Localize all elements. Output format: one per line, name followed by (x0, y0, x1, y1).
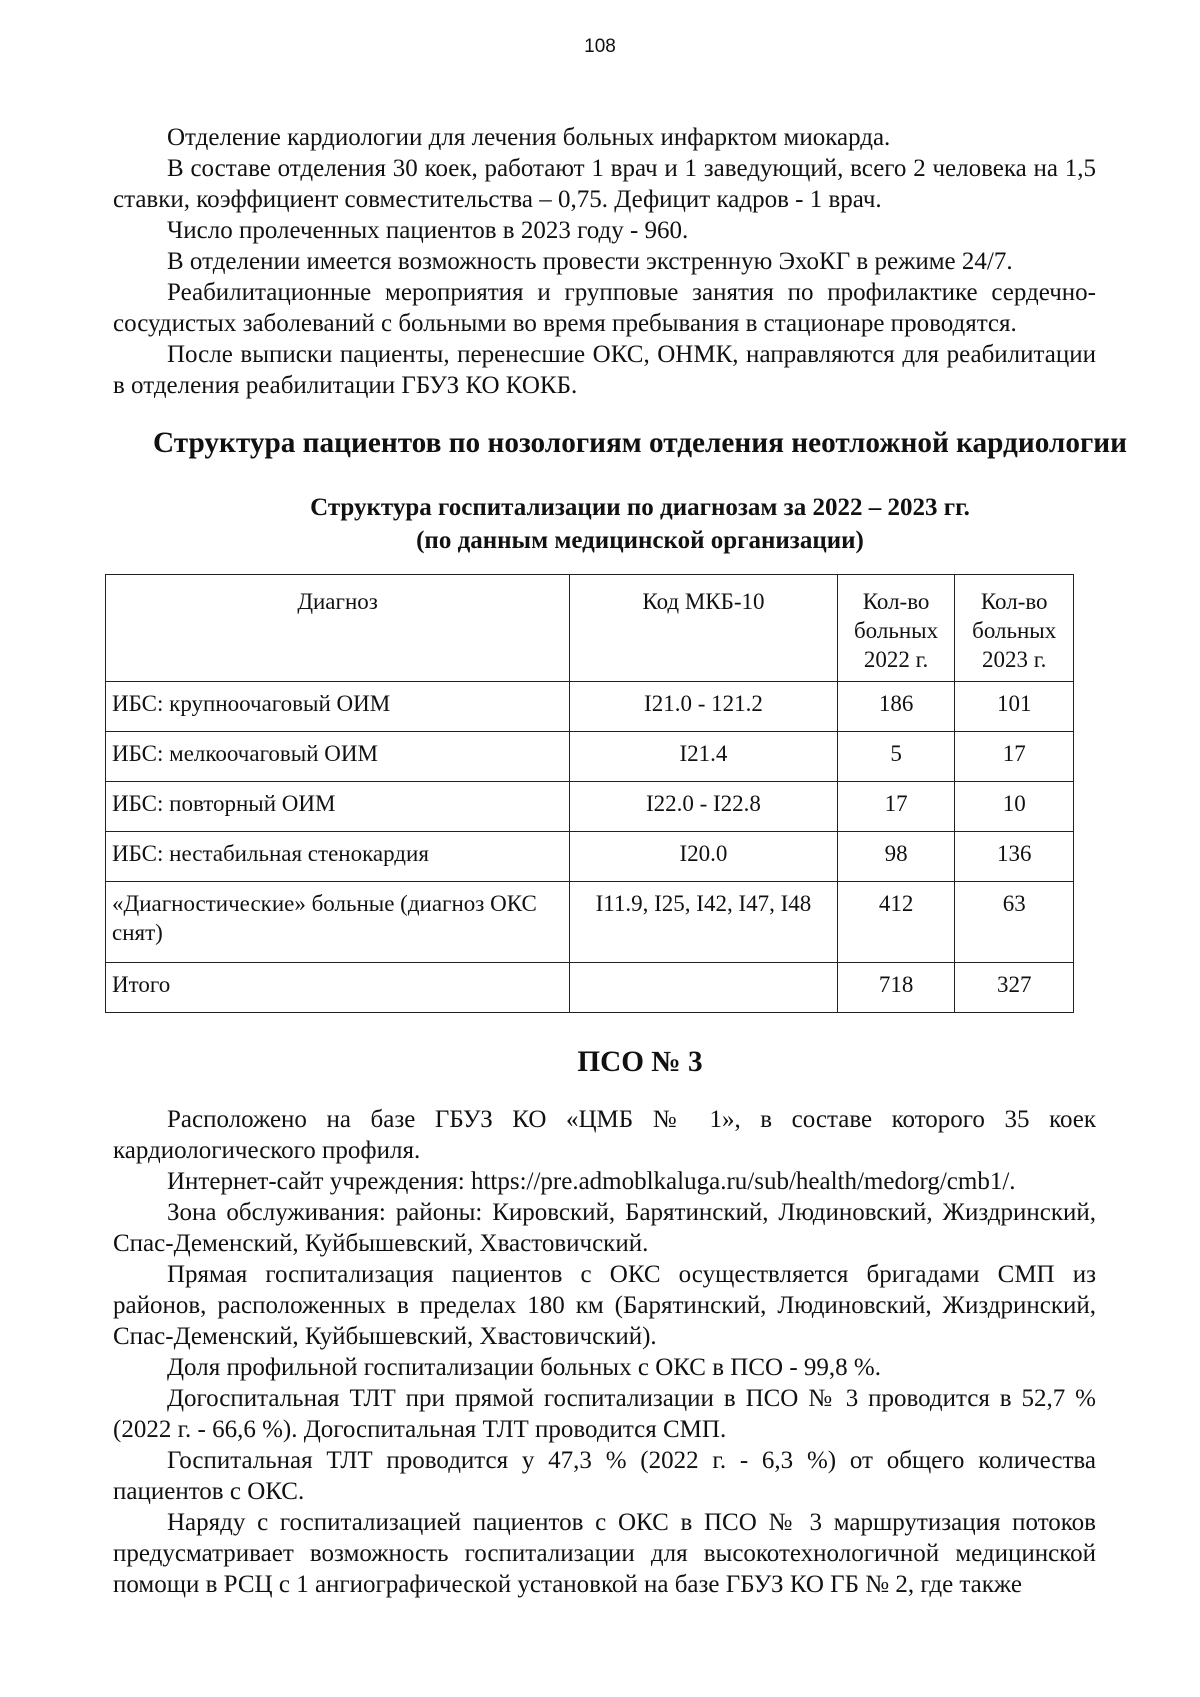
paragraph: Реабилитационные мероприятия и групповые занятия по профилактике сердечно-сосудистых заболеваний с больными во время пребывания в стационаре проводятся. (113, 279, 1096, 337)
intro-section (113, 122, 1096, 401)
cell-count-2023: 101 (955, 682, 1074, 732)
column-header-icd-code: Код МКБ-10 (570, 575, 838, 682)
column-header-diagnosis: Диагноз (106, 575, 570, 682)
paragraph: Наряду с госпитализацией пациентов с ОКС в ПСО № 3 маршрутизация потоков предусматривает возможность госпитализации для высокотехнологичной медицинской помощи в РСЦ с 1 ангиографической установкой на базе ГБУЗ КО ГБ № 2, где также (113, 1509, 1096, 1598)
section-heading: Структура пациентов по нозологиям отделения неотложной кардиологии (153, 427, 1127, 459)
cell-diagnosis: ИБС: повторный ОИМ (106, 782, 570, 832)
pso-heading: ПСО № 3 (577, 1046, 703, 1078)
pso-section (113, 1104, 1096, 1600)
cell-diagnosis: ИБС: нестабильная стенокардия (106, 832, 570, 882)
cell-count-2023: 136 (955, 832, 1074, 882)
cell-icd-code: I22.0 - I22.8 (570, 782, 838, 832)
cell-count-2022: 17 (837, 782, 955, 832)
paragraph: Доля профильной госпитализации больных с ОКС в ПСО - 99,8 %. (167, 1354, 881, 1381)
cell-diagnosis: «Диагностические» больные (диагноз ОКС снят) (106, 882, 570, 963)
table-row (106, 832, 1074, 882)
cell-diagnosis: Итого (106, 963, 570, 1013)
table-title-line: Структура госпитализации по диагнозам за 2022 – 2023 гг. (310, 494, 970, 521)
paragraph: Расположено на базе ГБУЗ КО «ЦМБ № 1», в составе которого 35 коек кардиологического профиля. (113, 1106, 1096, 1164)
table-title (40, 491, 1200, 557)
cell-count-2023: 63 (955, 882, 1074, 963)
column-header-count-2023: Кол-во больных 2023 г. (955, 575, 1074, 682)
paragraph: Число пролеченных пациентов в 2023 году - 960. (167, 217, 689, 244)
cell-count-2022: 98 (837, 832, 955, 882)
paragraph: Зона обслуживания: районы: Кировский, Барятинский, Людиновский, Жиздринский, Спас-Деменский, Куйбышевский, Хвастовичский. (113, 1199, 1096, 1257)
paragraph: В отделении имеется возможность провести экстренную ЭхоКГ в режиме 24/7. (167, 248, 1013, 275)
column-header-count-2022: Кол-во больных 2022 г. (837, 575, 955, 682)
paragraph: Госпитальная ТЛТ проводится у 47,3 % (2022 г. - 6,3 %) от общего количества пациентов с ОКС. (113, 1447, 1096, 1505)
hospitalization-table (105, 574, 1074, 1013)
paragraph: Отделение кардиологии для лечения больных инфарктом миокарда. (167, 124, 891, 151)
cell-count-2023: 17 (955, 732, 1074, 782)
cell-icd-code: I21.0 - 121.2 (570, 682, 838, 732)
table-header-row (106, 575, 1074, 682)
table-row (106, 682, 1074, 732)
cell-count-2023: 327 (955, 963, 1074, 1013)
table-row (106, 732, 1074, 782)
table-total-row (106, 963, 1074, 1013)
cell-count-2022: 186 (837, 682, 955, 732)
cell-diagnosis: ИБС: крупноочаговый ОИМ (106, 682, 570, 732)
table-row (106, 782, 1074, 832)
paragraph: В составе отделения 30 коек, работают 1 врач и 1 заведующий, всего 2 человека на 1,5 ставки, коэффициент совместительства – 0,75. Дефицит кадров - 1 врач. (113, 155, 1096, 213)
table-row (106, 882, 1074, 963)
cell-count-2023: 10 (955, 782, 1074, 832)
paragraph: Прямая госпитализация пациентов с ОКС осуществляется бригадами СМП из районов, расположенных в пределах 180 км (Барятинский, Людиновский, Жиздринский, Спас-Деменский, Куйбышевский, Хвастовичский). (113, 1261, 1096, 1350)
cell-icd-code (570, 963, 838, 1013)
cell-diagnosis: ИБС: мелкоочаговый ОИМ (106, 732, 570, 782)
table-title-line: (по данным медицинской организации) (416, 527, 864, 554)
cell-count-2022: 412 (837, 882, 955, 963)
cell-icd-code: I11.9, I25, I42, I47, I48 (570, 882, 838, 963)
cell-icd-code: I21.4 (570, 732, 838, 782)
paragraph-website: Интернет-сайт учреждения: https://pre.admoblkaluga.ru/sub/health/medorg/cmb1/. (167, 1168, 1016, 1195)
cell-icd-code: I20.0 (570, 832, 838, 882)
cell-count-2022: 5 (837, 732, 955, 782)
page-number: 108 (584, 36, 616, 57)
paragraph: Догоспитальная ТЛТ при прямой госпитализации в ПСО № 3 проводится в 52,7 % (2022 г. - 66,6 %). Догоспитальная ТЛТ проводится СМП. (113, 1385, 1096, 1443)
paragraph: После выписки пациенты, перенесшие ОКС, ОНМК, направляются для реабилитации в отделения реабилитации ГБУЗ КО КОКБ. (113, 341, 1096, 399)
cell-count-2022: 718 (837, 963, 955, 1013)
